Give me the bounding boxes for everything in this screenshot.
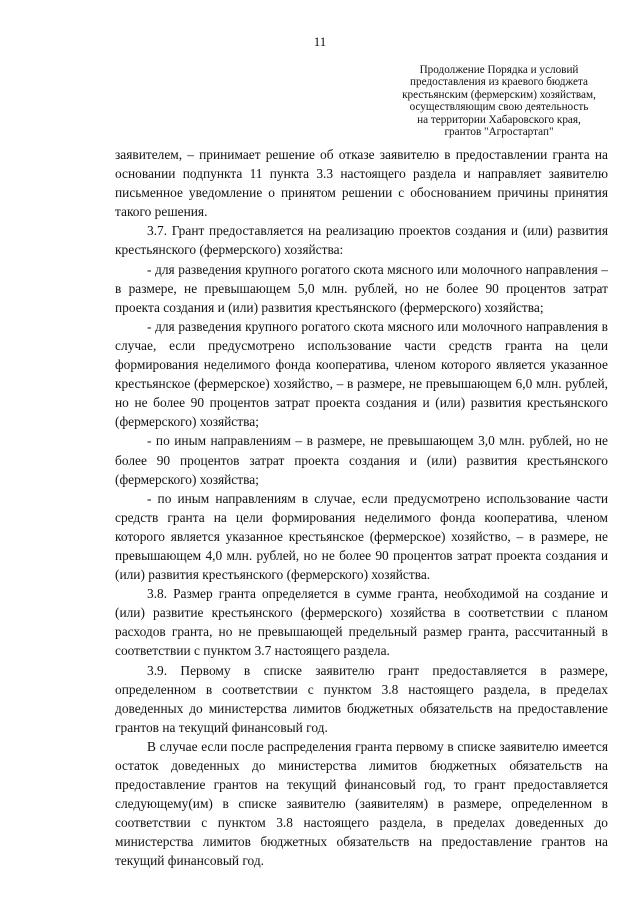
paragraph-continuation: заявителем, – принимает решение об отказе заявителю в предоставлении гранта на основании подпункта 11 пункта 3.3 настоящего раздела и направляет заявителю письменное уведомление о принятом решении с обоснованием причины принятия такого решения. <box>115 147 608 220</box>
list-item-other-cooperative: - по иным направлениям в случае, если предусмотрено использование части средств гранта на цели формирования неделимого фонда кооператива, членом которого является указанное крестьянское (фермерское) хозяйство, – в размере, не превышающем 4,0 млн. рублей, но не более 90 процентов затрат проекта создания и (или) развития крестьянского (фермерского) хозяйства. <box>115 490 608 583</box>
paragraph-3-9: 3.9. Первому в списке заявителю грант предоставляется в размере, определенном в соответствии с пунктом 3.8 настоящего раздела, в пределах доведенных до министерства лимитов бюджетных обязательств на предоставление грантов на текущий финансовый год. <box>115 662 608 735</box>
header-note-line: осуществляющим свою деятельность <box>409 101 589 114</box>
paragraph-3-8: 3.8. Размер гранта определяется в сумме гранта, необходимой на создание и (или) развитие крестьянского (фермерского) хозяйства в соответствии с планом расходов гранта, но не превышающей предельный размер гранта, рассчитанный в соответствии с пунктом 3.7 настоящего раздела. <box>115 586 608 659</box>
list-item-other: - по иным направлениям – в размере, не превышающем 3,0 млн. рублей, но не более 90 процентов затрат проекта создания и (или) развития крестьянского (фермерского) хозяйства; <box>115 433 608 487</box>
header-note-line: Продолжение Порядка и условий <box>419 64 579 76</box>
header-note-line: предоставления из краевого бюджета <box>410 76 588 89</box>
document-header-note <box>390 64 608 138</box>
page-number: 11 <box>313 34 327 49</box>
paragraph-3-7: 3.7. Грант предоставляется на реализацию проектов создания и (или) развития крестьянского (фермерского) хозяйства: <box>115 223 608 258</box>
header-note-line: на территории Хабаровского края, <box>417 113 581 126</box>
document-body <box>115 145 608 871</box>
list-item-cattle-cooperative: - для разведения крупного рогатого скота мясного или молочного направления в случае, если предусмотрено использование части средств гранта на цели формирования неделимого фонда кооператива, членом которого является указанное крестьянское (фермерское) хозяйство, – в размере, не превышающем 6,0 млн. рублей, но не более 90 процентов затрат проекта создания и (или) развития крестьянского (фермерского) хозяйства; <box>115 318 608 430</box>
header-note-line: крестьянским (фермерским) хозяйствам, <box>402 88 596 101</box>
list-item-cattle: - для разведения крупного рогатого скота мясного или молочного направления – в размере, не превышающем 5,0 млн. рублей, но не более 90 процентов затрат проекта создания и (или) развития крестьянского (фермерского) хозяйства; <box>115 261 608 315</box>
paragraph-remainder: В случае если после распределения гранта первому в списке заявителю имеется остаток доведенных до министерства лимитов бюджетных обязательств на предоставление грантов на текущий финансовый год, то грант предоставляется следующему(им) в списке заявителю (заявителям) в размере, определенном в соответствии с пунктом 3.8 настоящего раздела, в пределах доведенных до министерства лимитов бюджетных обязательств на предоставление грантов на текущий финансовый год. <box>115 738 608 869</box>
header-note-line: грантов "Агростартап" <box>444 126 554 139</box>
